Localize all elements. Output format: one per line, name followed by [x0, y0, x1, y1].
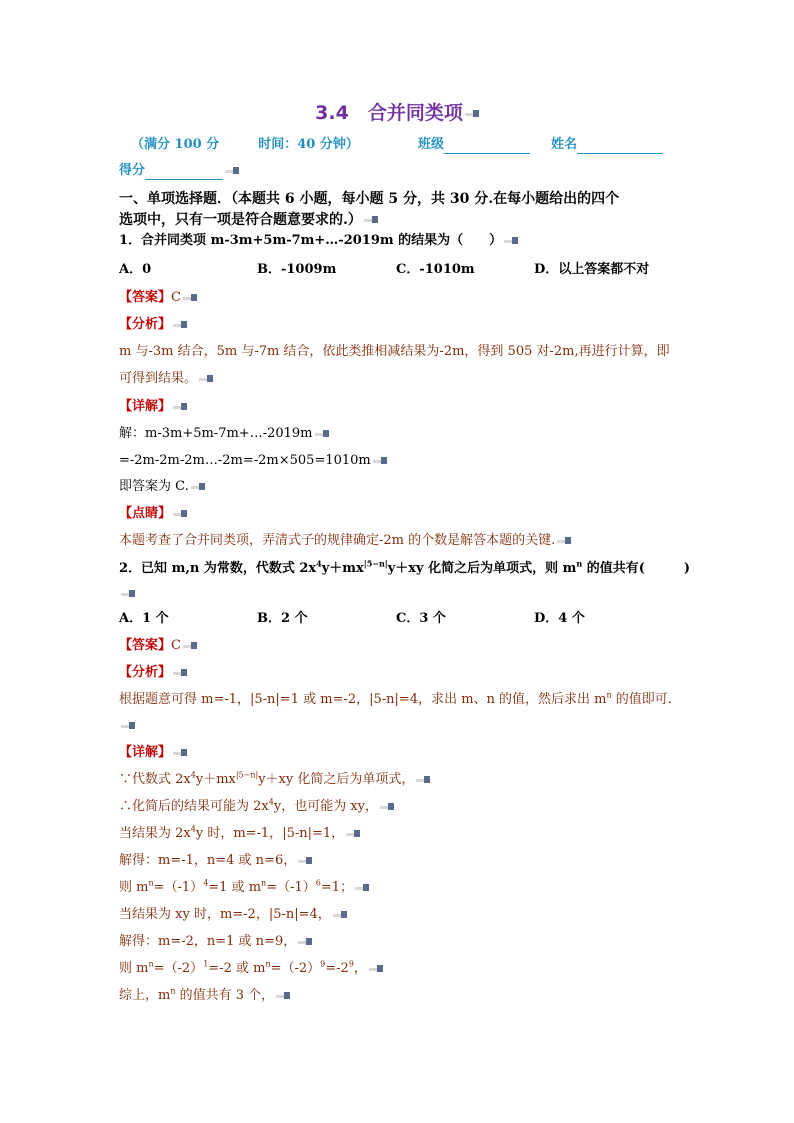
q2-answer: 【答案】C: [119, 637, 676, 655]
anchor-icon: [557, 537, 571, 545]
q1-analysis-cont: 可得到结果。: [119, 370, 676, 388]
q1-detail-line: 解：m-3m+5m-7m+…-2019m: [119, 425, 676, 443]
anchor-icon: [121, 722, 135, 730]
anchor-icon: [346, 830, 360, 838]
q2-detail-line: 综上，$m^n$ 的值共有 3 个，: [119, 987, 676, 1005]
anchor-icon: [298, 938, 312, 946]
document-page: 3.4 合并同类项 （满分 100 分 时间：40 分钟） 班级 姓名 得分 一、单项选择题．（本题共 6 小题，每小题 5 分，共 30 分.在每小题给出的四个 选项中，只有一项是符合题意要求的.） 1．合并同类项 m-3m+5m-7m+…-2019m 的结果为（ ） A．0 B．-1009m C．-1010m D．以上答案都不对 【答案】C 【分析】 m 与-3m 结合，5m 与-7m 结合，依此类推相减结果为-2m，得到 505 对-2m,再进行计算，即 可得到结果。 【详解】 解：m-3m+5m-7m+…-2019m =-2m-2m-2m…-2m=-2m×505=1010m 即答案为 C. 【点睛】 本题考查了合并同类项，弄清式子的规律确定-2m 的个数是解答本题的关键. 2．已知 m,n 为常数，代数式 $2x^4y+mx^{|5-n|}y+xy$ 化简之后为单项式，则 $m^n$ 的值共有( ) A．1 个 B．2 个 C．3 个 D．4 个 【答案】C 【分析】 根据题意可得 m=-1，|5-n|=1 或 m=-2，|5-n|=4，求出 m、n 的值，然后求出 $m^n$ 的值即可． 【详解】 ∵代数式 $2x^4y+mx^{|5-n|}y+xy$ 化简之后为单项式， ∴化简后的结果可能为 $2x^4y$，也可能为 xy， 当结果为 $2x^4y$ 时，m=-1，|5-n|=1， 解得：m=-1，n=4 或 n=6， 则 $m^n=(-1)^4=1$ 或 $m^n=(-1)^6=1$； 当结果为 xy 时，m=-2，|5-n|=4， 解得：m=-2，n=1 或 n=9， 则 $m^n=(-2)^1=-2$ 或 $m^n=(-2)^9=-2^9$， 综上，$m^n$ 的值共有 3 个，: [0, 0, 794, 1123]
q2-detail-line: 当结果为 xy 时，m=-2，|5-n|=4，: [119, 906, 676, 924]
page-title: 3.4 合并同类项: [0, 98, 794, 125]
anchor-icon: [369, 965, 383, 973]
anchor-icon: [465, 110, 479, 118]
anchor-icon: [173, 403, 187, 411]
anchor-icon: [173, 510, 187, 518]
anchor-icon: [183, 294, 197, 302]
section-heading-cont: 选项中，只有一项是符合题意要求的.）: [119, 211, 676, 229]
q1-stem: 1．合并同类项 m-3m+5m-7m+…-2019m 的结果为（ ）: [119, 232, 676, 250]
q2-detail-line: 解得：m=-2，n=1 或 n=9，: [119, 933, 676, 951]
anchor-icon: [373, 457, 387, 465]
anchor-icon: [364, 216, 378, 224]
anchor-icon: [416, 776, 430, 784]
anchor-icon: [191, 483, 205, 491]
q1-detail-label: 【详解】: [119, 398, 676, 416]
anchor-icon: [504, 237, 518, 245]
score-line: 得分: [119, 162, 676, 180]
q1-comment-label: 【点睛】: [119, 505, 676, 523]
anchor-icon: [315, 430, 329, 438]
q1-detail-line: 即答案为 C.: [119, 478, 676, 496]
q2-detail-line: 解得：m=-1，n=4 或 n=6，: [119, 852, 676, 870]
anchor-icon: [173, 749, 187, 757]
anchor-icon: [380, 803, 394, 811]
q1-analysis: m 与-3m 结合，5m 与-7m 结合，依此类推相减结果为-2m，得到 505 对-2m,再进行计算，即: [119, 344, 670, 359]
q2-analysis: 根据题意可得 m=-1，|5-n|=1 或 m=-2，|5-n|=4，求出 m、n 的值，然后求出 $m^n$ 的值即可．: [119, 690, 681, 707]
q1-analysis-label: 【分析】: [119, 316, 676, 334]
anchor-icon: [298, 857, 312, 865]
q2-stem: 2．已知 m,n 为常数，代数式 $2x^4y+mx^{|5-n|}y+xy$ 化简之后为单项式，则 $m^n$ 的值共有( ): [119, 558, 691, 576]
q1-answer: 【答案】C: [119, 289, 676, 307]
class-blank[interactable]: [444, 153, 530, 154]
q2-detail-line: 则 $m^n=(-1)^4=1$ 或 $m^n=(-1)^6=1$；: [119, 879, 676, 897]
anchor-icon: [225, 167, 239, 175]
anchor-icon: [121, 590, 135, 598]
anchor-icon: [333, 911, 347, 919]
q2-detail-line: 当结果为 $2x^4y$ 时，m=-1，|5-n|=1，: [119, 825, 676, 843]
section-heading: 一、单项选择题．（本题共 6 小题，每小题 5 分，共 30 分.在每小题给出的四个: [119, 191, 620, 207]
score-blank[interactable]: [145, 179, 223, 180]
anchor-icon: [199, 375, 213, 383]
q2-detail-line: 则 $m^n=(-2)^1=-2$ 或 $m^n=(-2)^9=-2^9$，: [119, 960, 676, 978]
anchor-icon: [183, 642, 197, 650]
anchor-icon: [173, 669, 187, 677]
name-blank[interactable]: [577, 153, 663, 154]
q1-comment: 本题考查了合并同类项，弄清式子的规律确定-2m 的个数是解答本题的关键.: [119, 532, 676, 550]
q2-detail-line: ∴化简后的结果可能为 $2x^4y$，也可能为 xy，: [119, 798, 676, 816]
q2-detail-line: ∵代数式 $2x^4y+mx^{|5-n|}y+xy$ 化简之后为单项式，: [119, 771, 676, 789]
exam-header: （满分 100 分 时间：40 分钟） 班级 姓名: [131, 136, 676, 154]
anchor-icon: [355, 884, 369, 892]
q2-stem-cont: [119, 585, 676, 603]
anchor-icon: [276, 992, 290, 1000]
anchor-icon: [173, 321, 187, 329]
q2-analysis-cont: [119, 717, 676, 735]
q2-analysis-label: 【分析】: [119, 664, 676, 682]
q1-detail-line: =-2m-2m-2m…-2m=-2m×505=1010m: [119, 452, 676, 470]
q2-detail-label: 【详解】: [119, 744, 676, 762]
